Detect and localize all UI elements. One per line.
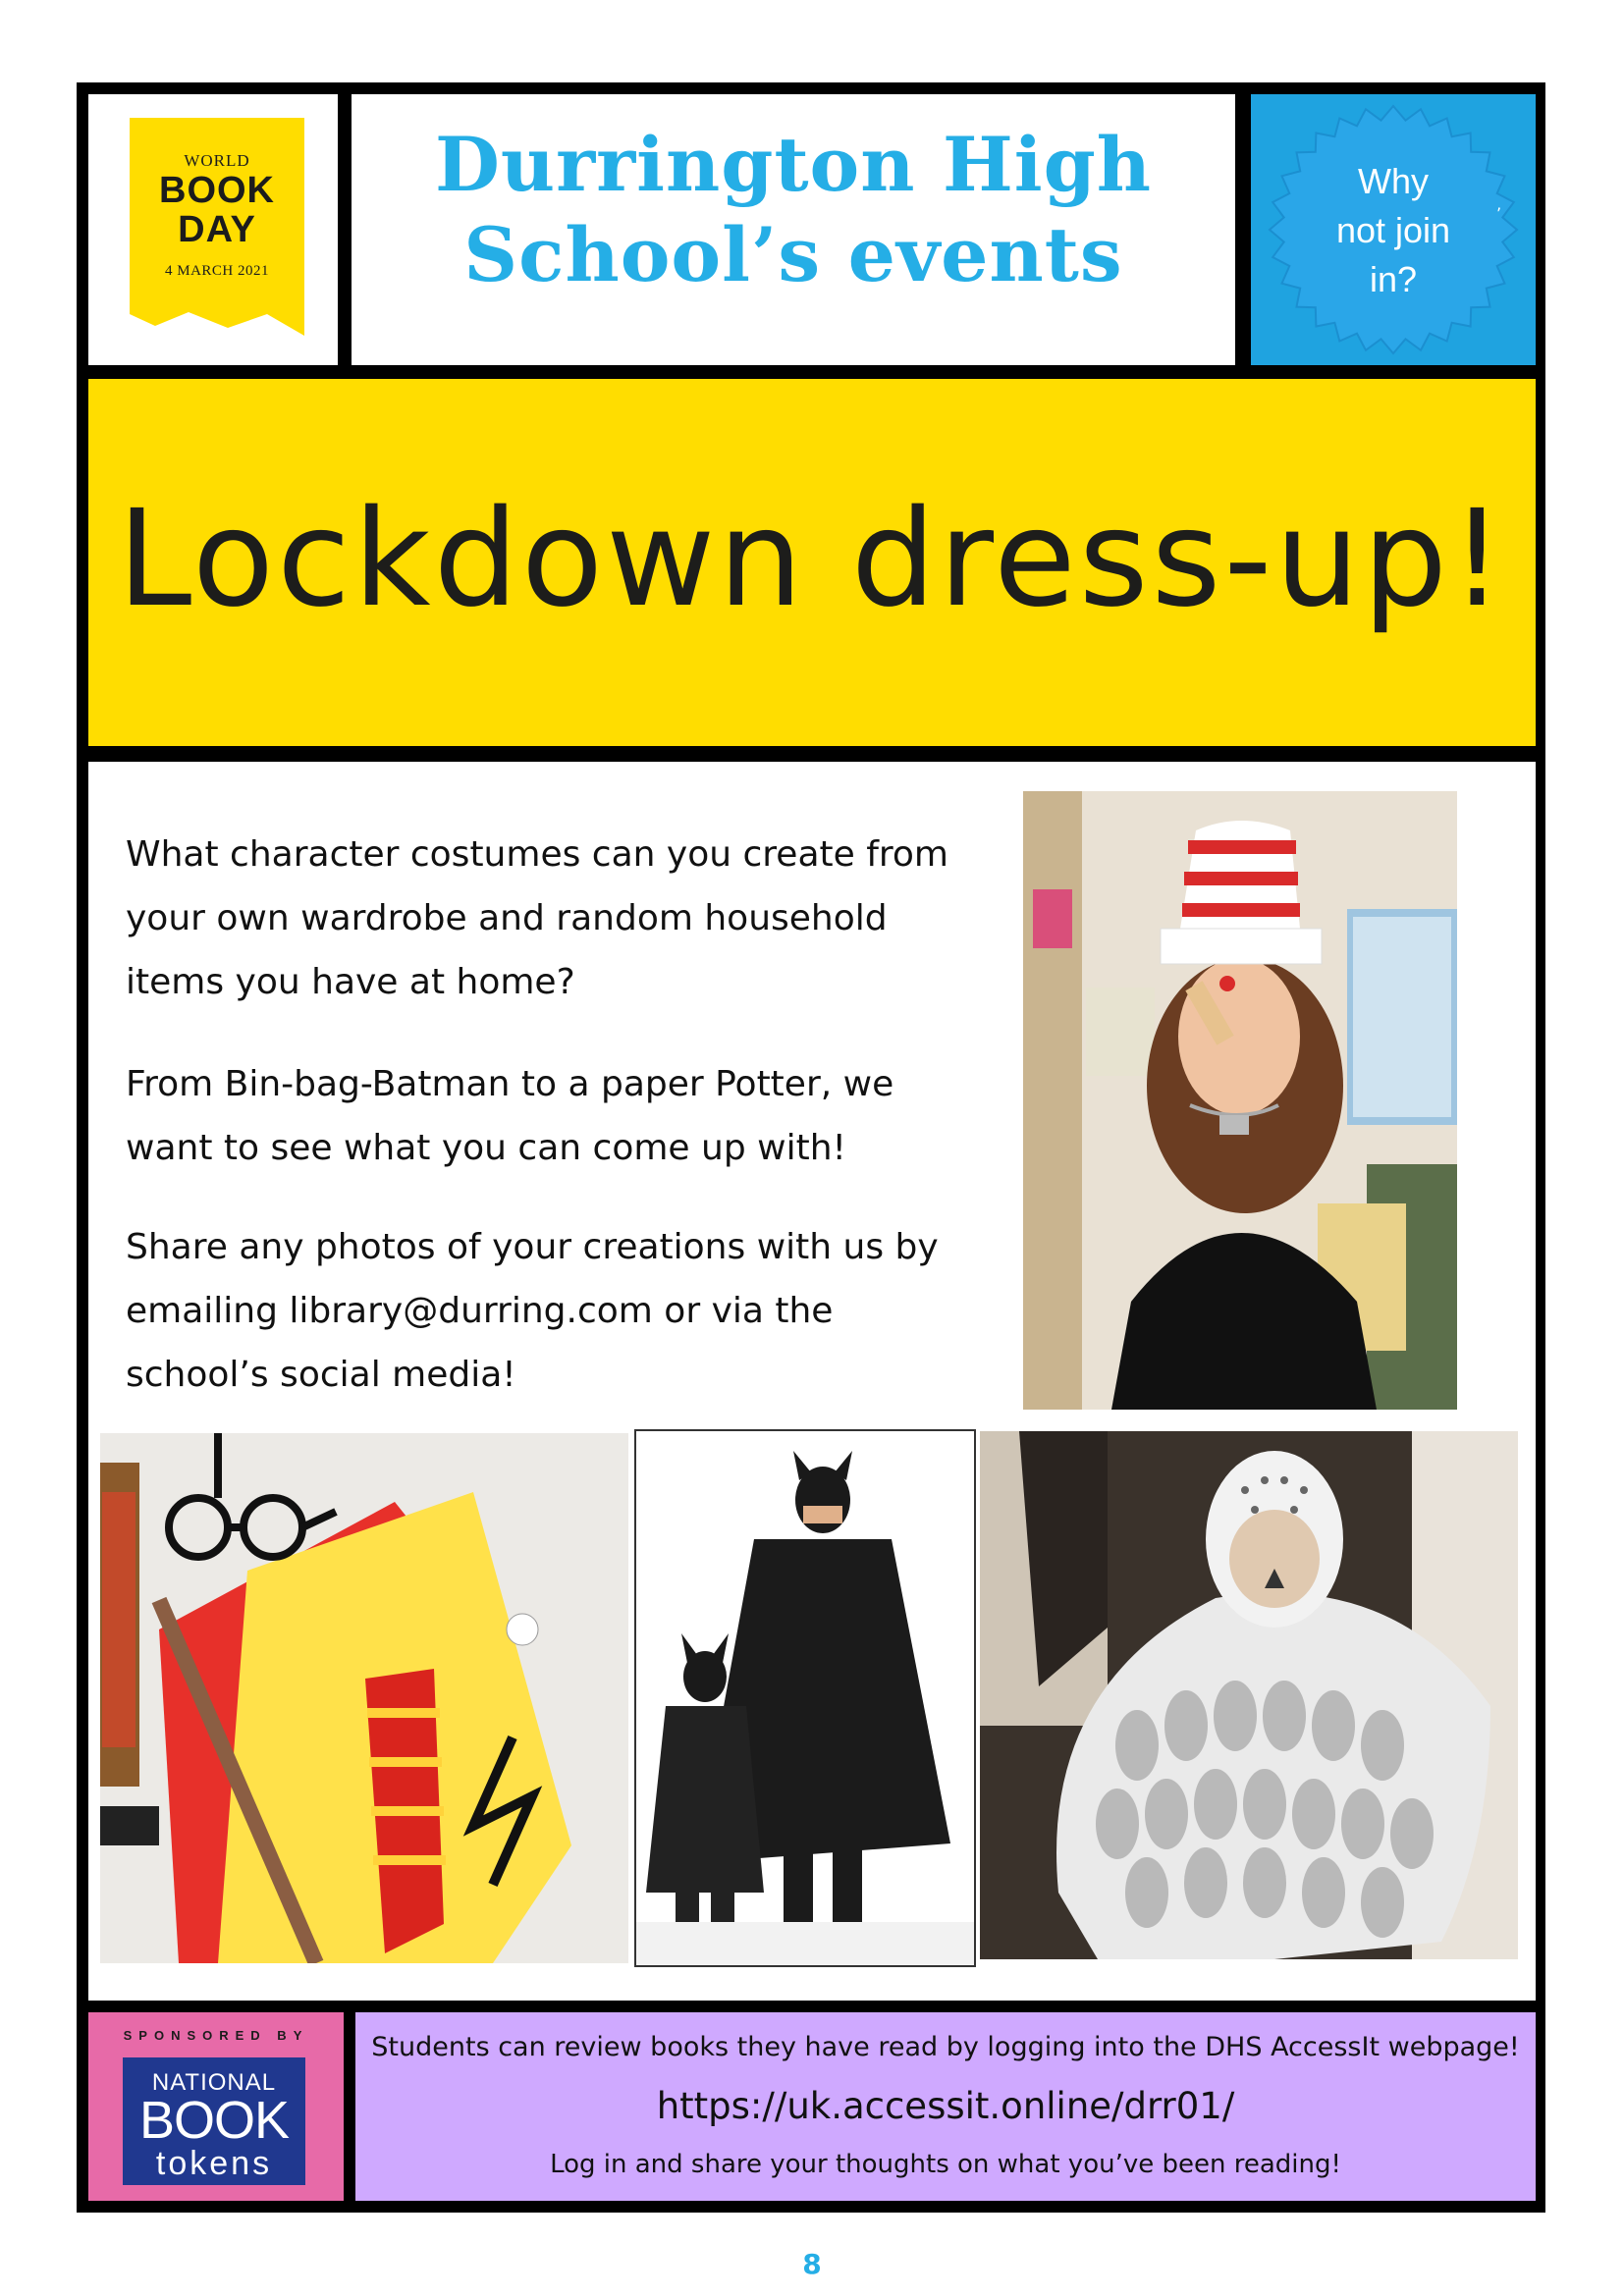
join-line-1: Why: [1358, 161, 1429, 201]
accessit-link[interactable]: https://uk.accessit.online/drr01/: [656, 2085, 1235, 2127]
paragraph-2: [126, 1052, 990, 1180]
badge-world: WORLD: [184, 151, 250, 170]
p3-line-1: Share any photos of your creations with us by: [126, 1227, 939, 1267]
sponsored-by-label: SPONSORED BY: [123, 2028, 309, 2043]
badge-date: 4 MARCH 2021: [164, 263, 269, 279]
p2-line-2: want to see what you can come up with!: [126, 1128, 846, 1168]
p1-line-2: your own wardrobe and random household: [126, 898, 888, 938]
batman-costume-photo: [634, 1429, 976, 1967]
paragraph-3: [126, 1215, 990, 1407]
cat-in-the-hat-costume-photo: [1023, 791, 1457, 1410]
join-in-callout: [1320, 157, 1467, 304]
badge-day: DAY: [178, 209, 256, 250]
p1-line-1: What character costumes can you create from: [126, 834, 948, 875]
owl-costume-photo: [980, 1431, 1518, 1959]
badge-book: BOOK: [159, 170, 275, 211]
banner: [88, 379, 1536, 746]
harry-potter-craft-photo: [100, 1433, 628, 1963]
review-invitation: Log in and share your thoughts on what you’ve been reading!: [550, 2150, 1341, 2179]
sponsor-panel: [88, 2012, 344, 2201]
world-book-day-panel: [88, 94, 338, 365]
title-line-1: Durrington High: [434, 121, 1153, 208]
review-instruction: Students can review books they have read by logging into the DHS AccessIt webpage!: [371, 2032, 1520, 2062]
nbt-national: NATIONAL: [151, 2069, 277, 2096]
p3-line-3: school’s social media!: [126, 1355, 516, 1395]
review-panel: [355, 2012, 1536, 2201]
p1-line-3: items you have at home?: [126, 962, 575, 1002]
nbt-book: BOOK: [138, 2091, 290, 2150]
page-number: 8: [802, 2248, 822, 2280]
page-title: [352, 120, 1235, 300]
national-book-tokens-logo: [123, 2057, 305, 2185]
title-panel: [352, 94, 1235, 365]
join-line-3: in?: [1369, 259, 1418, 299]
join-line-2: not join: [1335, 210, 1451, 250]
p3-line-2: emailing library@durring.com or via the: [126, 1291, 834, 1331]
world-book-day-text: [130, 118, 304, 314]
nbt-tokens: tokens: [155, 2145, 273, 2182]
paragraph-1: [126, 823, 990, 1014]
join-in-panel: [1251, 94, 1536, 365]
title-line-2: School’s events: [463, 211, 1123, 298]
main-content: [88, 762, 1536, 2001]
banner-heading: Lockdown dress-up!: [117, 482, 1507, 637]
stray-mark: ’: [1496, 204, 1502, 223]
p2-line-1: From Bin-bag-Batman to a paper Potter, we: [126, 1064, 894, 1104]
